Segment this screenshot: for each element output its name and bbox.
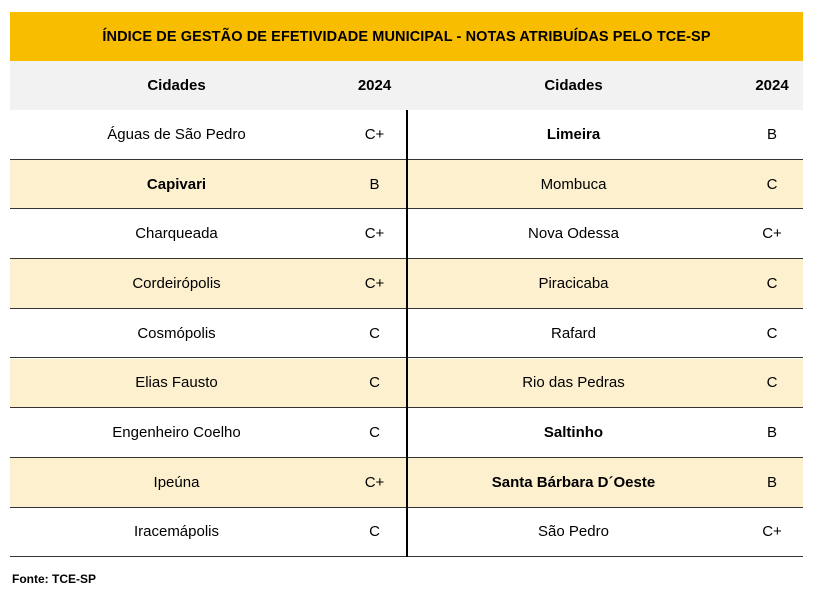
city-right: Limeira: [546, 125, 601, 143]
grade-left: C+: [364, 225, 385, 243]
grade-right: C: [766, 324, 778, 342]
grade-right: B: [766, 424, 777, 442]
city-left: Cordeirópolis: [132, 274, 221, 292]
grade-right: C: [766, 274, 778, 292]
grade-right: B: [766, 473, 777, 491]
grade-left: C+: [364, 125, 385, 143]
grade-left: C: [369, 424, 380, 442]
grade-left: C: [369, 324, 380, 342]
city-left: Iracemápolis: [133, 523, 220, 541]
city-left: Capivari: [146, 175, 207, 193]
header-cidades-right: Cidades: [544, 77, 603, 94]
city-left: Elias Fausto: [135, 374, 218, 392]
city-left: Cosmópolis: [137, 324, 216, 342]
city-left: Águas de São Pedro: [107, 125, 246, 143]
grade-right: C+: [762, 523, 782, 541]
header-2024-right: 2024: [755, 77, 789, 94]
source-note: Fonte: TCE-SP: [12, 572, 96, 586]
city-left: Charqueada: [135, 225, 218, 243]
city-right: Mombuca: [540, 175, 607, 193]
grade-right: B: [766, 125, 777, 143]
grade-right: C+: [762, 225, 782, 243]
table-header: [10, 61, 803, 110]
header-2024-left: 2024: [357, 77, 392, 94]
grade-left: C+: [364, 473, 385, 491]
grade-right: C: [766, 374, 778, 392]
city-right: Piracicaba: [538, 274, 609, 292]
table-title: ÍNDICE DE GESTÃO DE EFETIVIDADE MUNICIPAL - NOTAS ATRIBUÍDAS PELO TCE-SP: [10, 12, 803, 61]
grade-left: C+: [364, 274, 385, 292]
city-right: Saltinho: [543, 424, 604, 442]
city-left: Ipeúna: [153, 473, 200, 491]
grade-left: C: [369, 523, 380, 541]
grade-left: C: [369, 374, 380, 392]
city-right: Santa Bárbara D´Oeste: [491, 473, 656, 491]
city-right: São Pedro: [538, 523, 609, 541]
header-cidades-left: Cidades: [147, 77, 206, 94]
city-left: Engenheiro Coelho: [112, 424, 241, 442]
grade-right: C: [766, 175, 778, 193]
city-right: Rio das Pedras: [522, 374, 625, 392]
city-right: Nova Odessa: [528, 225, 619, 243]
column-divider: [406, 110, 408, 557]
city-right: Rafard: [550, 324, 597, 342]
grade-left: B: [369, 175, 380, 193]
